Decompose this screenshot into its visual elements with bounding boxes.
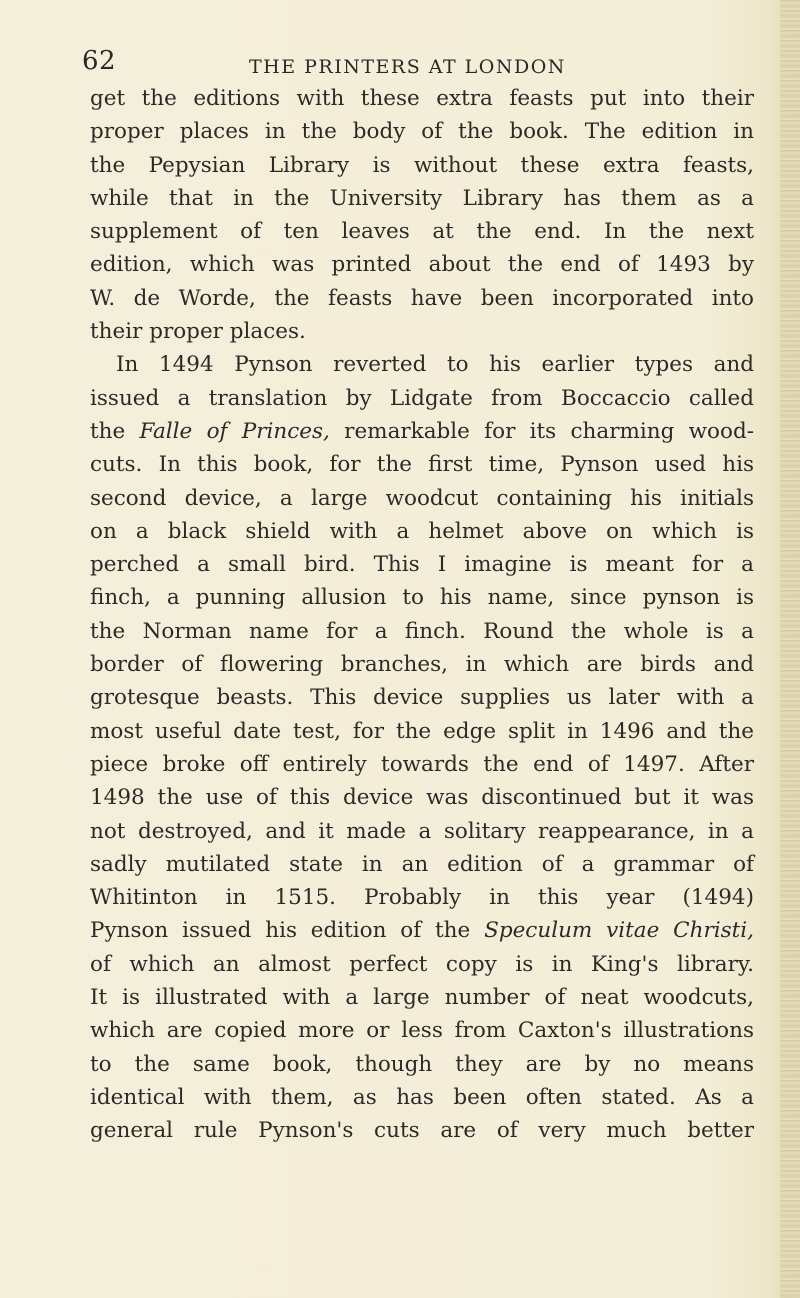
text-line: Whitinton in 1515. Probably in this year (1494) bbox=[90, 885, 754, 911]
text-line: issued a translation by Lidgate from Boccaccio called bbox=[90, 385, 754, 411]
text-segment: the bbox=[90, 418, 140, 444]
text-line: edition, which was printed about the end of 1493 by bbox=[90, 252, 754, 278]
text-line: get the editions with these extra feasts put into their bbox=[90, 86, 754, 111]
text-line: piece broke off entirely towards the end of 1497. After bbox=[90, 751, 754, 777]
text-line: while that in the University Library has them as a bbox=[90, 185, 754, 211]
italic-book-title: Falle of Princes, bbox=[139, 418, 330, 444]
text-line: most useful date test, for the edge split in 1496 and the bbox=[90, 718, 754, 744]
text-line: of which an almost perfect copy is in King's library. bbox=[90, 951, 754, 977]
page-number: 62 bbox=[82, 46, 117, 76]
text-line-with-title bbox=[90, 415, 754, 448]
text-line: finch, a punning allusion to his name, since pynson is bbox=[90, 585, 754, 611]
paragraph-start-line: In 1494 Pynson reverted to his earlier types and bbox=[116, 352, 754, 378]
text-line: W. de Worde, the feasts have been incorporated into bbox=[90, 285, 754, 311]
text-line: on a black shield with a helmet above on which is bbox=[90, 518, 754, 544]
text-line: It is illustrated with a large number of neat woodcuts, bbox=[90, 985, 754, 1011]
text-line: to the same book, though they are by no means bbox=[90, 1051, 754, 1077]
paragraph-end-line: their proper places. bbox=[90, 319, 306, 345]
text-line: which are copied more or less from Caxton's illustrations bbox=[90, 1018, 754, 1044]
text-line: cuts. In this book, for the first time, Pynson used his bbox=[90, 452, 754, 478]
running-head: THE PRINTERS AT LONDON bbox=[249, 56, 566, 78]
body-text bbox=[90, 82, 754, 1148]
text-line: supplement of ten leaves at the end. In the next bbox=[90, 219, 754, 245]
text-line: identical with them, as has been often stated. As a bbox=[90, 1084, 754, 1110]
text-segment: Pynson issued his edition of the bbox=[90, 918, 485, 944]
text-line: border of flowering branches, in which are birds and bbox=[90, 652, 754, 678]
text-line: the Pepysian Library is without these extra feasts, bbox=[90, 152, 754, 178]
text-line: the Norman name for a finch. Round the whole is a bbox=[90, 618, 754, 644]
text-line: 1498 the use of this device was discontinued but it was bbox=[90, 785, 754, 811]
text-line: second device, a large woodcut containing his initials bbox=[90, 485, 754, 511]
text-line: perched a small bird. This I imagine is meant for a bbox=[90, 552, 754, 578]
text-line-with-title bbox=[90, 914, 754, 947]
text-line: proper places in the body of the book. The edition in bbox=[90, 119, 754, 145]
page-edge-shadow bbox=[780, 0, 800, 1298]
text-line: not destroyed, and it made a solitary reappearance, in a bbox=[90, 818, 754, 844]
italic-book-title: Speculum vitae Christi, bbox=[484, 918, 755, 944]
text-segment: remarkable for its charming wood- bbox=[329, 418, 754, 444]
text-line: grotesque beasts. This device supplies us later with a bbox=[90, 685, 754, 711]
text-line: general rule Pynson's cuts are of very much better bbox=[90, 1118, 754, 1144]
text-line: sadly mutilated state in an edition of a grammar of bbox=[90, 851, 754, 877]
